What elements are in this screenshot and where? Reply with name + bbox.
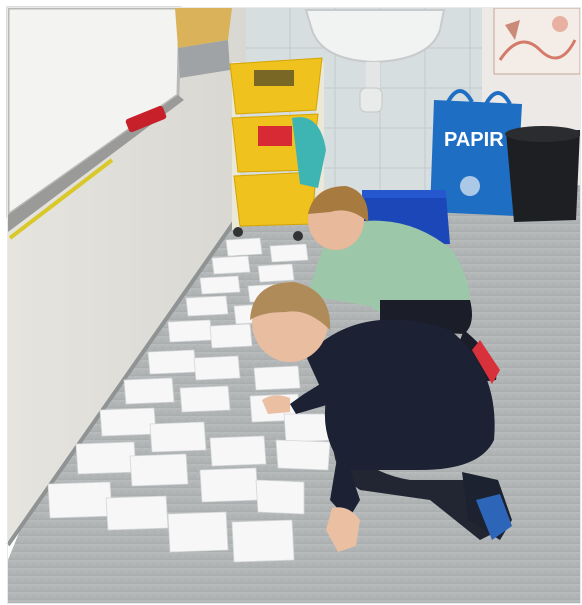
wall-poster	[494, 8, 580, 74]
wall-sign	[175, 8, 232, 78]
waste-bin	[505, 126, 581, 222]
bag-label: PAPIR	[444, 129, 504, 151]
